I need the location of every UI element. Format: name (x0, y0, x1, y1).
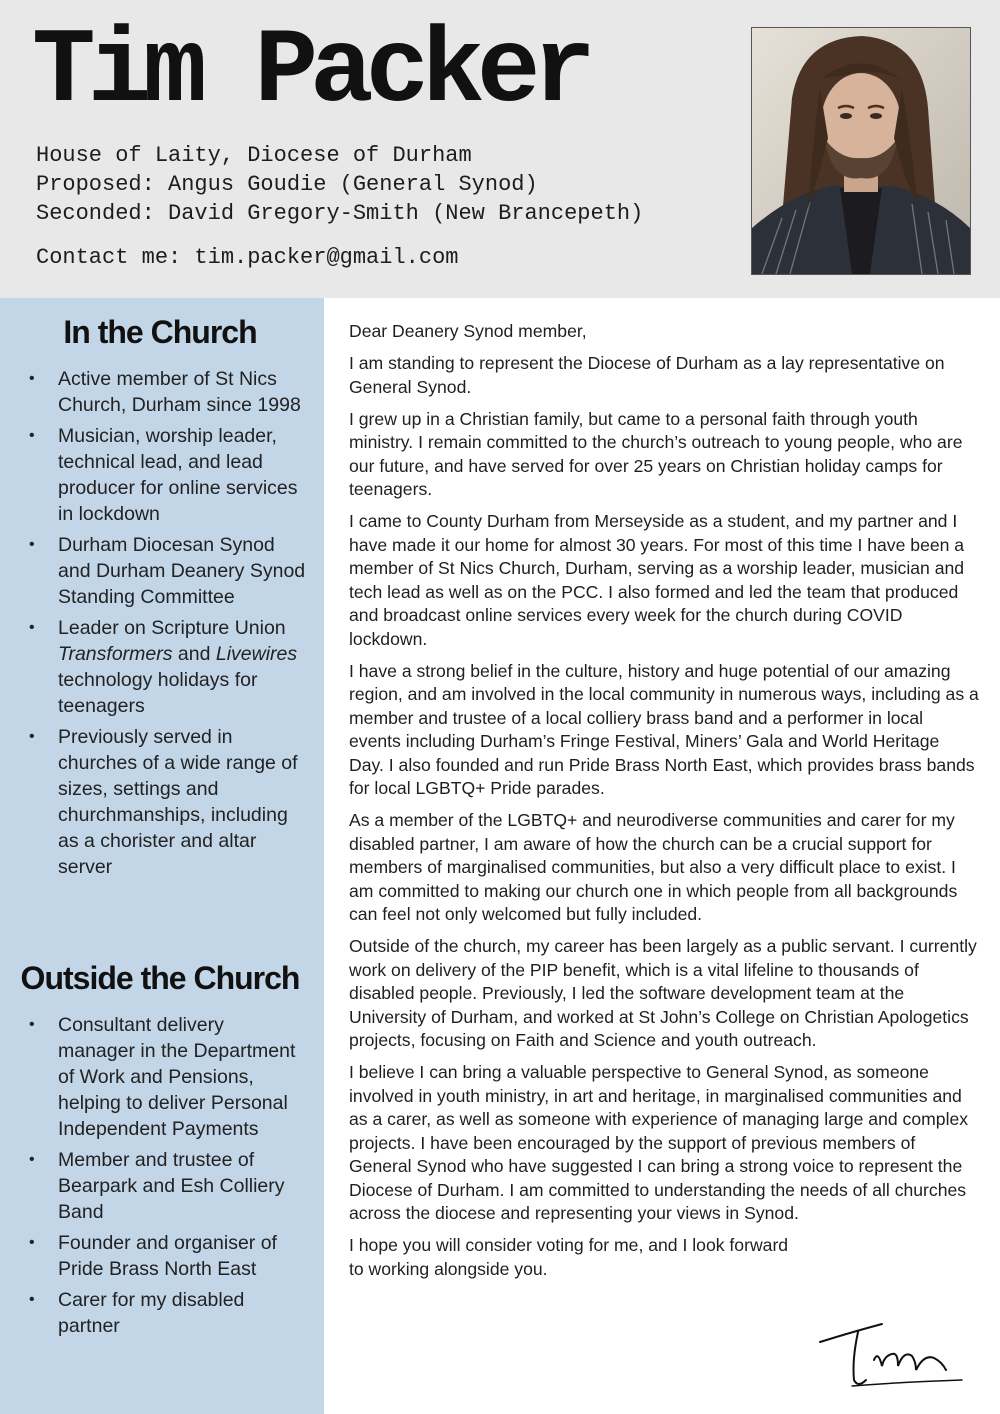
bullet-icon: • (29, 619, 35, 636)
bullet-icon: • (29, 536, 35, 553)
outside-church-list (0, 1012, 324, 1344)
list-item: • Musician, worship leader, technical lead, and lead producer for online services in lockdown (29, 425, 298, 525)
list-item: • Durham Diocesan Synod and Durham Deanery Synod Standing Committee (29, 534, 306, 608)
list-item: • Leader on Scripture Union Transformers and Livewires technology holidays for teenagers (29, 617, 298, 717)
header (0, 0, 1000, 298)
signature-image (812, 1310, 972, 1394)
contact-line: Contact me: tim.packer@gmail.com (36, 245, 459, 270)
list-item: • Active member of St Nics Church, Durham since 1998 (29, 368, 301, 416)
bullet-icon: • (29, 370, 35, 387)
bullet-icon: • (29, 1291, 35, 1308)
bullet-icon: • (29, 1016, 35, 1033)
paragraph: Outside of the church, my career has been largely as a public servant. I currently work on delivery of the PIP benefit, which is a vital lifeline to thousands of disabled people. Previously, I led the software development team at the University of Durham, and worked at St John’s College on Christian Apologetics projects, focusing on Faith and Science and youth outreach. (349, 936, 977, 1050)
list-item: • Member and trustee of Bearpark and Esh Colliery Band (29, 1149, 285, 1223)
list-item: • Consultant delivery manager in the Department of Work and Pensions, helping to deliver Personal Independent Payments (29, 1014, 296, 1140)
letter-body (349, 320, 979, 1290)
in-church-heading: In the Church (63, 314, 257, 350)
outside-church-heading: Outside the Church (20, 960, 300, 996)
nomination-details (36, 141, 643, 228)
list-item: • Founder and organiser of Pride Brass North East (29, 1232, 277, 1280)
paragraph: I believe I can bring a valuable perspective to General Synod, as someone involved in youth ministry, in art and heritage, in marginalised communities and as a carer, as well as someone with experience of managing large and complex projects. I have been encouraged by the support of previous members of General Synod who have suggested I can bring a strong voice to represent the Diocese of Durham. I am committed to understanding the needs of all churches across the diocese and representing your views in Synod. (349, 1062, 969, 1223)
paragraph: As a member of the LGBTQ+ and neurodiverse communities and carer for my disabled partner, I am aware of how the church can be a crucial support for members of marginalised communities, but also a very difficult place to exist. I am committed to making our church one in which people from all backgrounds can feel not only welcomed but fully included. (349, 810, 958, 924)
seconder-line: Seconded: David Gregory-Smith (New Brancepeth) (36, 201, 644, 226)
closing-paragraph: I hope you will consider voting for me, and I look forward to working alongside you. (349, 1235, 789, 1279)
paragraph: I came to County Durham from Merseyside as a student, and my partner and I have made it our home for almost 30 years. For most of this time I have been a member of St Nics Church, Durham, serving as a worship leader, musician and tech lead as well as on the PCC. I also formed and led the team that produced and broadcast online services every week for the church during COVID lockdown. (349, 511, 965, 649)
bullet-icon: • (29, 728, 35, 745)
paragraph: I grew up in a Christian family, but came to a personal faith through youth ministry. I remain committed to the church’s outreach to young people, who are our future, and have served for over 25 years on Christian holiday camps for teenagers. (349, 408, 963, 499)
paragraph: I have a strong belief in the culture, history and huge potential of our amazing region, and am involved in the local community in numerous ways, including as a member and trustee of a local colliery brass band and a performer in local events including Durham’s Fringe Festival, Miners’ Gala and World Heritage Day. I also founded and run Pride Brass North East, which provides brass bands for local LGBTQ+ Pride parades. (349, 660, 979, 798)
list-item: • Carer for my disabled partner (29, 1289, 245, 1337)
candidate-photo (751, 27, 971, 275)
bullet-icon: • (29, 1151, 35, 1168)
candidate-name: Tim Packer (32, 12, 589, 132)
house-line: House of Laity, Diocese of Durham (36, 143, 472, 168)
bullet-icon: • (29, 427, 35, 444)
paragraph: I am standing to represent the Diocese of Durham as a lay representative on General Synod. (349, 353, 945, 397)
in-church-list (0, 366, 324, 885)
salutation: Dear Deanery Synod member, (349, 321, 587, 341)
portrait-image (752, 28, 970, 274)
bullet-icon: • (29, 1234, 35, 1251)
sidebar (0, 298, 324, 1414)
list-item: • Previously served in churches of a wide range of sizes, settings and churchmanships, including as a chorister and altar server (29, 726, 298, 878)
proposer-line: Proposed: Angus Goudie (General Synod) (36, 172, 538, 197)
